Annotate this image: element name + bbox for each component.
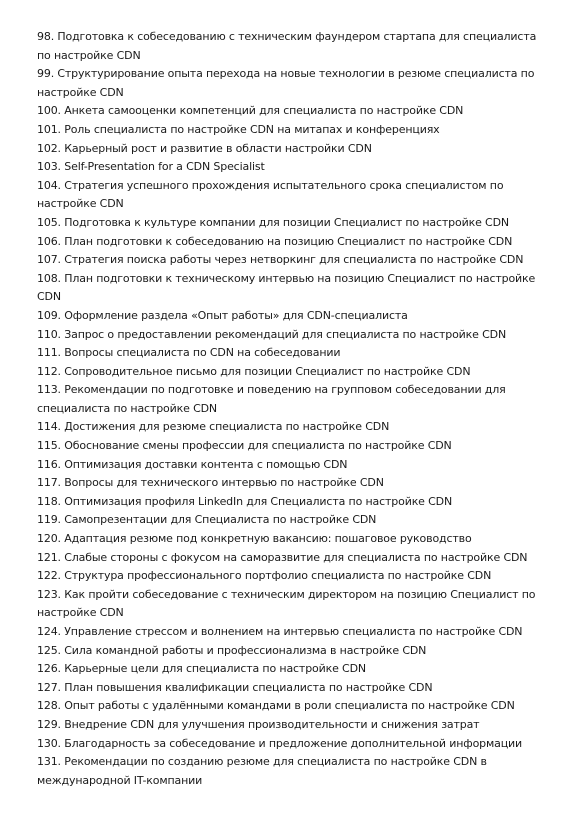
list-item: 102. Карьерный рост и развитие в области настройки CDN — [37, 141, 372, 155]
list-item: 107. Стратегия поиска работы через нетворкинг для специалиста по настройке CDN — [37, 253, 524, 267]
list-item: 118. Оптимизация профиля LinkedIn для Специалиста по настройке CDN — [37, 494, 453, 508]
list-item: 103. Self-Presentation for a CDN Specialist — [37, 160, 265, 174]
list-item: 106. План подготовки к собеседованию на позицию Специалист по настройке CDN — [37, 234, 513, 248]
numbered-list — [37, 28, 546, 790]
list-item: 98. Подготовка к собеседованию с техническим фаундером стартапа для специалиста по настройке CDN — [37, 30, 537, 62]
list-item: 113. Рекомендации по подготовке и поведению на групповом собеседовании для специалиста по настройке CDN — [37, 383, 506, 415]
list-item: 114. Достижения для резюме специалиста по настройке CDN — [37, 420, 390, 434]
list-item: 110. Запрос о предоставлении рекомендаций для специалиста по настройке CDN — [37, 327, 507, 341]
list-item: 126. Карьерные цели для специалиста по настройке CDN — [37, 662, 366, 676]
list-item: 105. Подготовка к культуре компании для позиции Специалист по настройке CDN — [37, 215, 509, 229]
list-item: 116. Оптимизация доставки контента с помощью CDN — [37, 457, 348, 471]
list-item: 121. Слабые стороны с фокусом на саморазвитие для специалиста по настройке CDN — [37, 550, 528, 564]
list-item: 125. Сила командной работы и профессионализма в настройке CDN — [37, 643, 427, 657]
list-item: 108. План подготовки к техническому интервью на позицию Специалист по настройке CDN — [37, 271, 536, 304]
list-item: 117. Вопросы для технического интервью по настройке CDN — [37, 476, 384, 490]
list-item: 127. План повышения квалификации специалиста по настройке CDN — [37, 680, 433, 694]
list-item: 130. Благодарность за собеседование и предложение дополнительной информации — [37, 736, 523, 750]
list-item: 124. Управление стрессом и волнением на интервью специалиста по настройке CDN — [37, 625, 523, 638]
list-item: 112. Сопроводительное письмо для позиции Специалист по настройке CDN — [37, 364, 471, 378]
list-item: 123. Как пройти собеседование с техническим директором на позицию Специалист по настройке CDN — [37, 587, 536, 620]
list-item: 109. Оформление раздела «Опыт работы» для CDN-специалиста — [37, 308, 408, 322]
list-item: 104. Стратегия успешного прохождения испытательного срока специалистом по настройке CDN — [37, 178, 504, 211]
list-item: 99. Структурирование опыта перехода на новые технологии в резюме специалиста по настройке CDN — [37, 67, 535, 99]
list-item: 111. Вопросы специалиста по CDN на собеседовании — [37, 346, 341, 360]
list-item: 101. Роль специалиста по настройке CDN на митапах и конференциях — [37, 122, 440, 136]
list-item: 115. Обоснование смены профессии для специалиста по настройке CDN — [37, 439, 452, 453]
list-item: 100. Анкета самооценки компетенций для специалиста по настройке CDN — [37, 104, 464, 118]
list-item: 119. Самопрезентации для Специалиста по настройке CDN — [37, 513, 377, 527]
list-item: 128. Опыт работы с удалёнными командами в роли специалиста по настройке CDN — [37, 699, 515, 713]
list-item: 129. Внедрение CDN для улучшения производительности и снижения затрат — [37, 717, 480, 731]
list-item: 131. Рекомендации по созданию резюме для специалиста по настройке CDN в международной IT-компании — [37, 755, 487, 787]
list-item: 122. Структура профессионального портфолио специалиста по настройке CDN — [37, 569, 492, 583]
list-item: 120. Адаптация резюме под конкретную вакансию: пошаговое руководство — [37, 532, 472, 546]
